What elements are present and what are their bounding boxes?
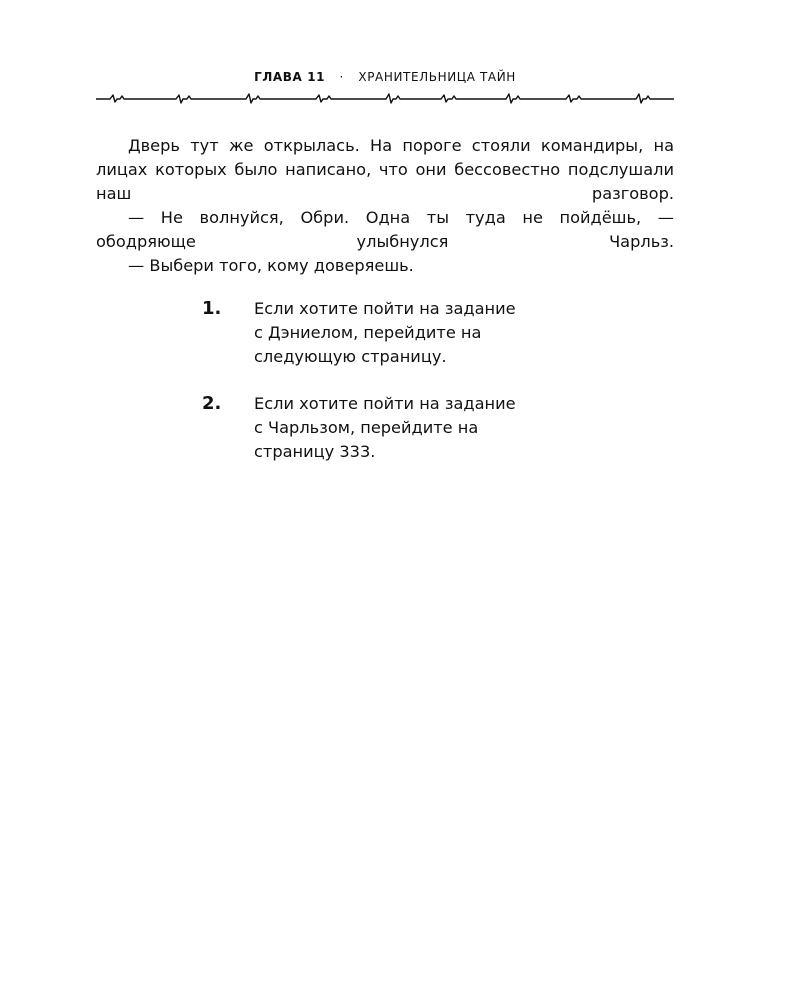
choice-line: с Чарльзом, перейдите на	[254, 418, 479, 437]
choice-line: Если хотите пойти на задание	[254, 299, 516, 318]
choice-item-1	[202, 297, 602, 369]
choice-number: 1.	[202, 298, 222, 319]
running-header	[96, 70, 674, 84]
choice-item-2	[202, 392, 602, 464]
choice-number: 2.	[202, 393, 222, 414]
body-text	[96, 134, 674, 278]
chapter-title: ХРАНИТЕЛЬНИЦА ТАЙН	[358, 70, 516, 84]
decorative-heartbeat-rule	[96, 88, 674, 110]
choice-line: Если хотите пойти на задание	[254, 394, 516, 413]
choice-text	[254, 392, 584, 464]
chapter-number: ГЛАВА 11	[254, 70, 326, 84]
choice-line: страницу 333.	[254, 442, 376, 461]
paragraph-3: — Выбери того, кому доверяешь.	[128, 256, 414, 275]
paragraph-2: — Не волнуйся, Обри. Одна ты туда не пойдёшь, — ободряюще улыбнулся Чарльз.	[96, 208, 674, 251]
choice-list	[202, 297, 602, 487]
choice-text	[254, 297, 584, 369]
choice-line: с Дэниелом, перейдите на	[254, 323, 482, 342]
choice-line: следующую страницу.	[254, 347, 447, 366]
paragraph-1: Дверь тут же открылась. На пороге стояли командиры, на лицах которых было написано, что они бессовестно подслушали наш разговор.	[96, 136, 674, 203]
header-separator: ·	[339, 70, 344, 84]
